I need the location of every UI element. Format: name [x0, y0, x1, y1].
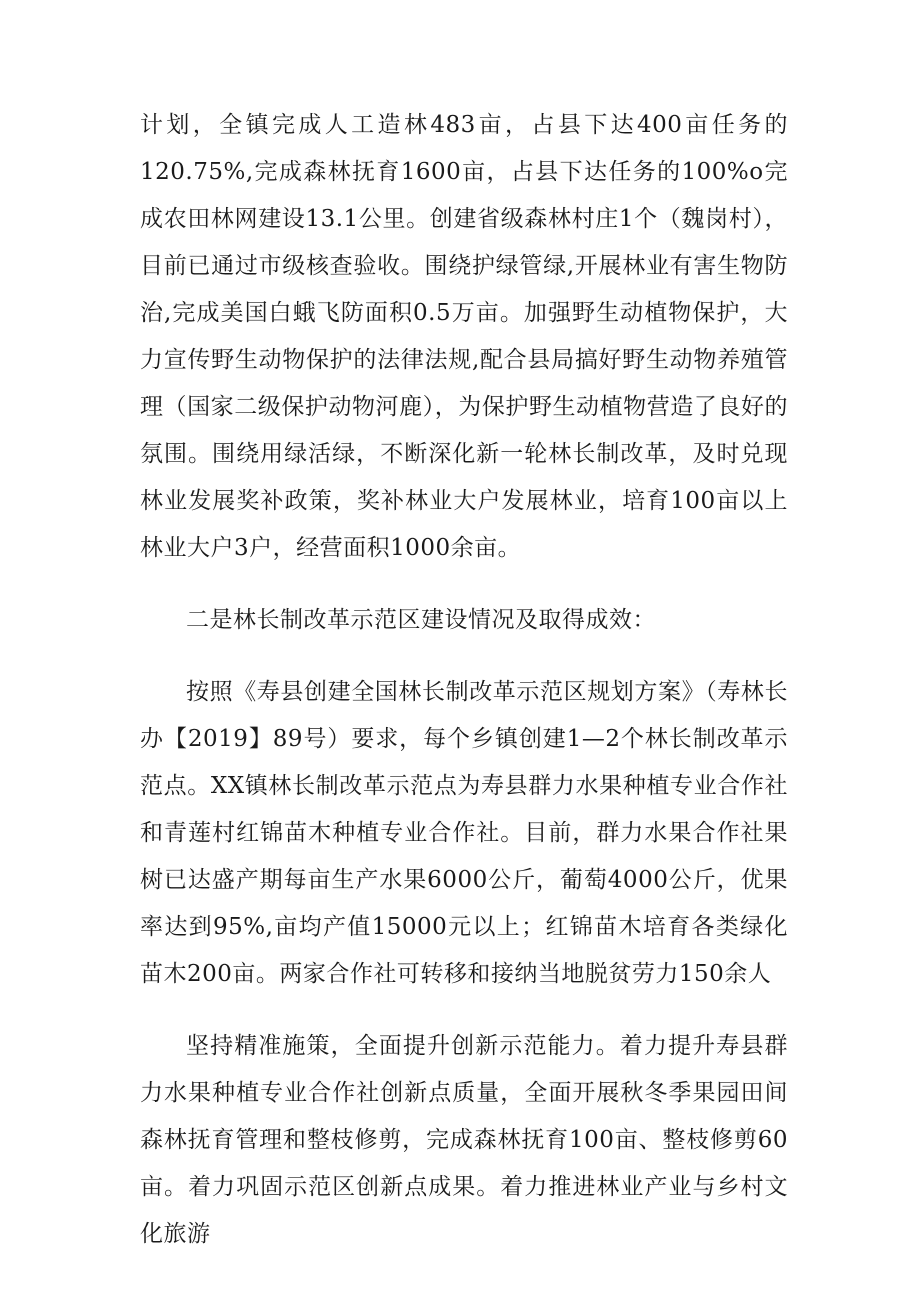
paragraph-forestry-progress: 计划，全镇完成人工造林483亩，占县下达400亩任务的120.75%,完成森林抚育1600亩，占县下达任务的100%o完成农田林网建设13.1公里。创建省级森林村庄1个（魏岗村），目前已通过市级核查验收。围绕护绿管绿,开展林业有害生物防治,完成美国白蛾飞防面积0.5万亩。加强野生动植物保护，大力宣传野生动物保护的法律法规,配合县局搞好野生动物养殖管理（国家二级保护动物河鹿），为保护野生动植物营造了良好的氛围。围绕用绿活绿，不断深化新一轮林长制改革，及时兑现林业发展奖补政策，奖补林业大户发展林业，培育100亩以上林业大户3户，经营面积1000余亩。	[140, 112, 788, 561]
paragraph-precision-policy: 坚持精准施策，全面提升创新示范能力。着力提升寿县群力水果种植专业合作社创新点质量，全面开展秋冬季果园田间森林抚育管理和整枝修剪，完成森林抚育100亩、整枝修剪60亩。着力巩固示范区创新点成果。着力推进林业产业与乡村文化旅游	[140, 1033, 788, 1247]
document-body	[140, 102, 788, 1258]
paragraph-demo-zone-details: 按照《寿县创建全国林长制改革示范区规划方案》（寿林长办【2019】89号）要求，每个乡镇创建1—2个林长制改革示范点。XX镇林长制改革示范点为寿县群力水果种植专业合作社和青莲村红锦苗木种植专业合作社。目前，群力水果合作社果树已达盛产期每亩生产水果6000公斤，葡萄4000公斤，优果率达到95%,亩均产值15000元以上；红锦苗木培育各类绿化苗木200亩。两家合作社可转移和接纳当地脱贫劳力150余人	[140, 679, 788, 987]
paragraph-spacer	[140, 998, 788, 1023]
paragraph-spacer	[140, 572, 788, 597]
section-heading-demo-zone: 二是林长制改革示范区建设情况及取得成效：	[186, 607, 656, 633]
paragraph-spacer	[140, 644, 788, 669]
